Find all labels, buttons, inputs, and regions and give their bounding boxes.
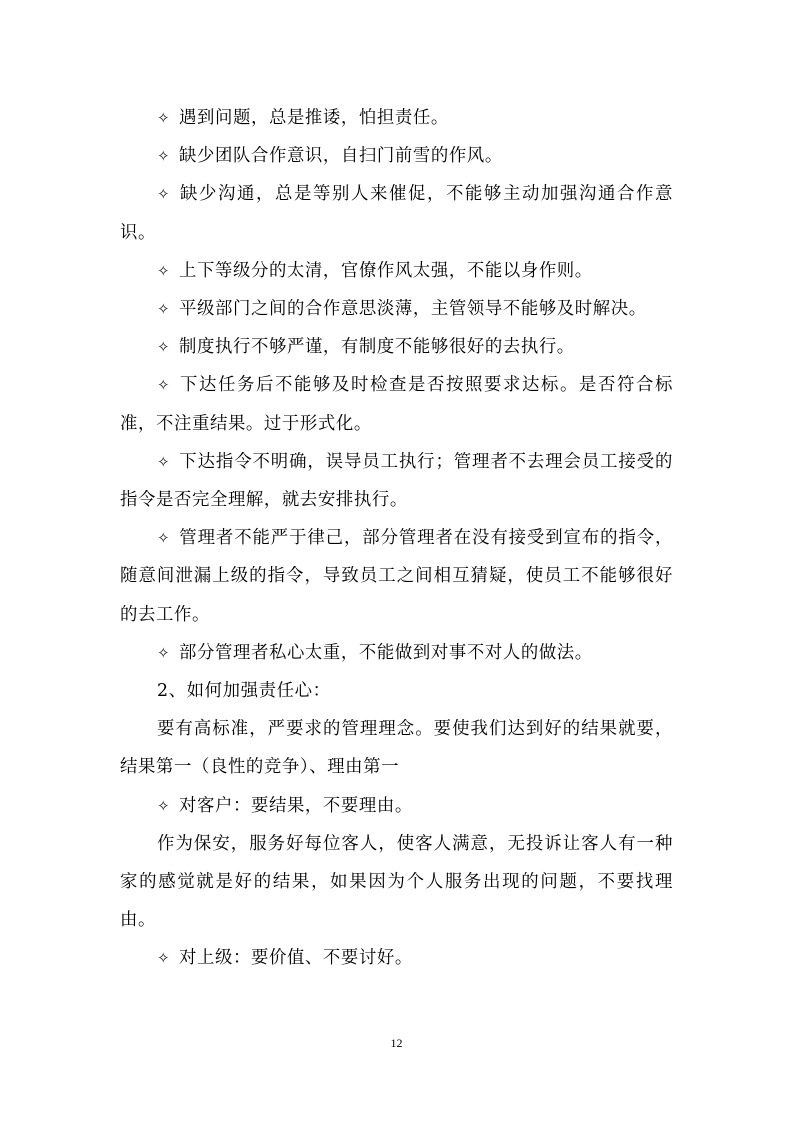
bullet-item-customers — [120, 787, 673, 825]
bullet-item-shirking-responsibility — [120, 99, 673, 137]
bullet-item-self-discipline — [120, 519, 673, 634]
paragraph-text: 缺少团队合作意识，自扫门前雪的作风。 — [179, 146, 503, 167]
paragraph-text: 下达指令不明确，误导员工执行；管理者不去理会员工接受的指令是否完全理解，就去安排执行。 — [120, 451, 673, 511]
page-number: 12 — [390, 1036, 403, 1050]
diamond-bullet-icon: ✧ — [157, 261, 171, 280]
diamond-bullet-icon: ✧ — [157, 147, 171, 166]
section-heading: 2、如何加强责任心： — [157, 681, 331, 702]
diamond-bullet-icon: ✧ — [157, 949, 171, 968]
paragraph-text: 对上级：要价值、不要讨好。 — [179, 948, 413, 969]
diamond-bullet-icon: ✧ — [157, 452, 171, 471]
diamond-bullet-icon: ✧ — [157, 529, 171, 548]
bullet-item-unclear-instructions — [120, 443, 673, 519]
diamond-bullet-icon: ✧ — [157, 185, 171, 204]
diamond-bullet-icon: ✧ — [157, 643, 171, 662]
paragraph-text: 对客户：要结果，不要理由。 — [179, 795, 413, 816]
bullet-item-lack-communication — [120, 175, 673, 251]
paragraph-text: 上下等级分的太清，官僚作风太强，不能以身作则。 — [179, 260, 593, 281]
bullet-item-hierarchy — [120, 252, 673, 290]
paragraph-text: 下达任务后不能够及时检查是否按照要求达标。是否符合标准，不注重结果。过于形式化。 — [120, 375, 673, 434]
paragraph-text: 遇到问题，总是推诿，怕担责任。 — [179, 108, 449, 128]
bullet-item-task-inspection — [120, 366, 673, 442]
paragraph-management-philosophy: 要有高标准，严要求的管理理念。要使我们达到好的结果就要，结果第一（良性的竞争）、理由第一 — [120, 719, 673, 778]
bullet-item-superiors — [120, 939, 673, 977]
bullet-item-department-cooperation — [120, 290, 673, 328]
paragraph-security-service: 作为保安，服务好每位客人，使客人满意，无投诉让客人有一种家的感觉就是好的结果，如果因为个人服务出现的问题，不要找理由。 — [120, 833, 673, 931]
diamond-bullet-icon: ✧ — [157, 109, 171, 127]
paragraph-text: 制度执行不够严谨，有制度不能够很好的去执行。 — [179, 337, 575, 358]
paragraph-text: 缺少沟通，总是等别人来催促，不能够主动加强沟通合作意识。 — [120, 184, 673, 243]
paragraph-text: 管理者不能严于律己，部分管理者在没有接受到宣布的指令，随意间泄漏上级的指令，导致员工之间相互猜疑，使员工不能够很好的去工作。 — [120, 528, 673, 625]
diamond-bullet-icon: ✧ — [157, 376, 171, 395]
bullet-item-selfishness — [120, 634, 673, 672]
bullet-item-rule-enforcement — [120, 328, 673, 366]
document-body — [120, 99, 673, 978]
diamond-bullet-icon: ✧ — [157, 300, 171, 319]
paragraph-text: 平级部门之间的合作意思淡薄，主管领导不能够及时解决。 — [179, 299, 647, 320]
diamond-bullet-icon: ✧ — [157, 796, 171, 815]
paragraph-text: 部分管理者私心太重，不能做到对事不对人的做法。 — [179, 642, 593, 663]
diamond-bullet-icon: ✧ — [157, 338, 171, 357]
bullet-item-lack-teamwork — [120, 137, 673, 175]
